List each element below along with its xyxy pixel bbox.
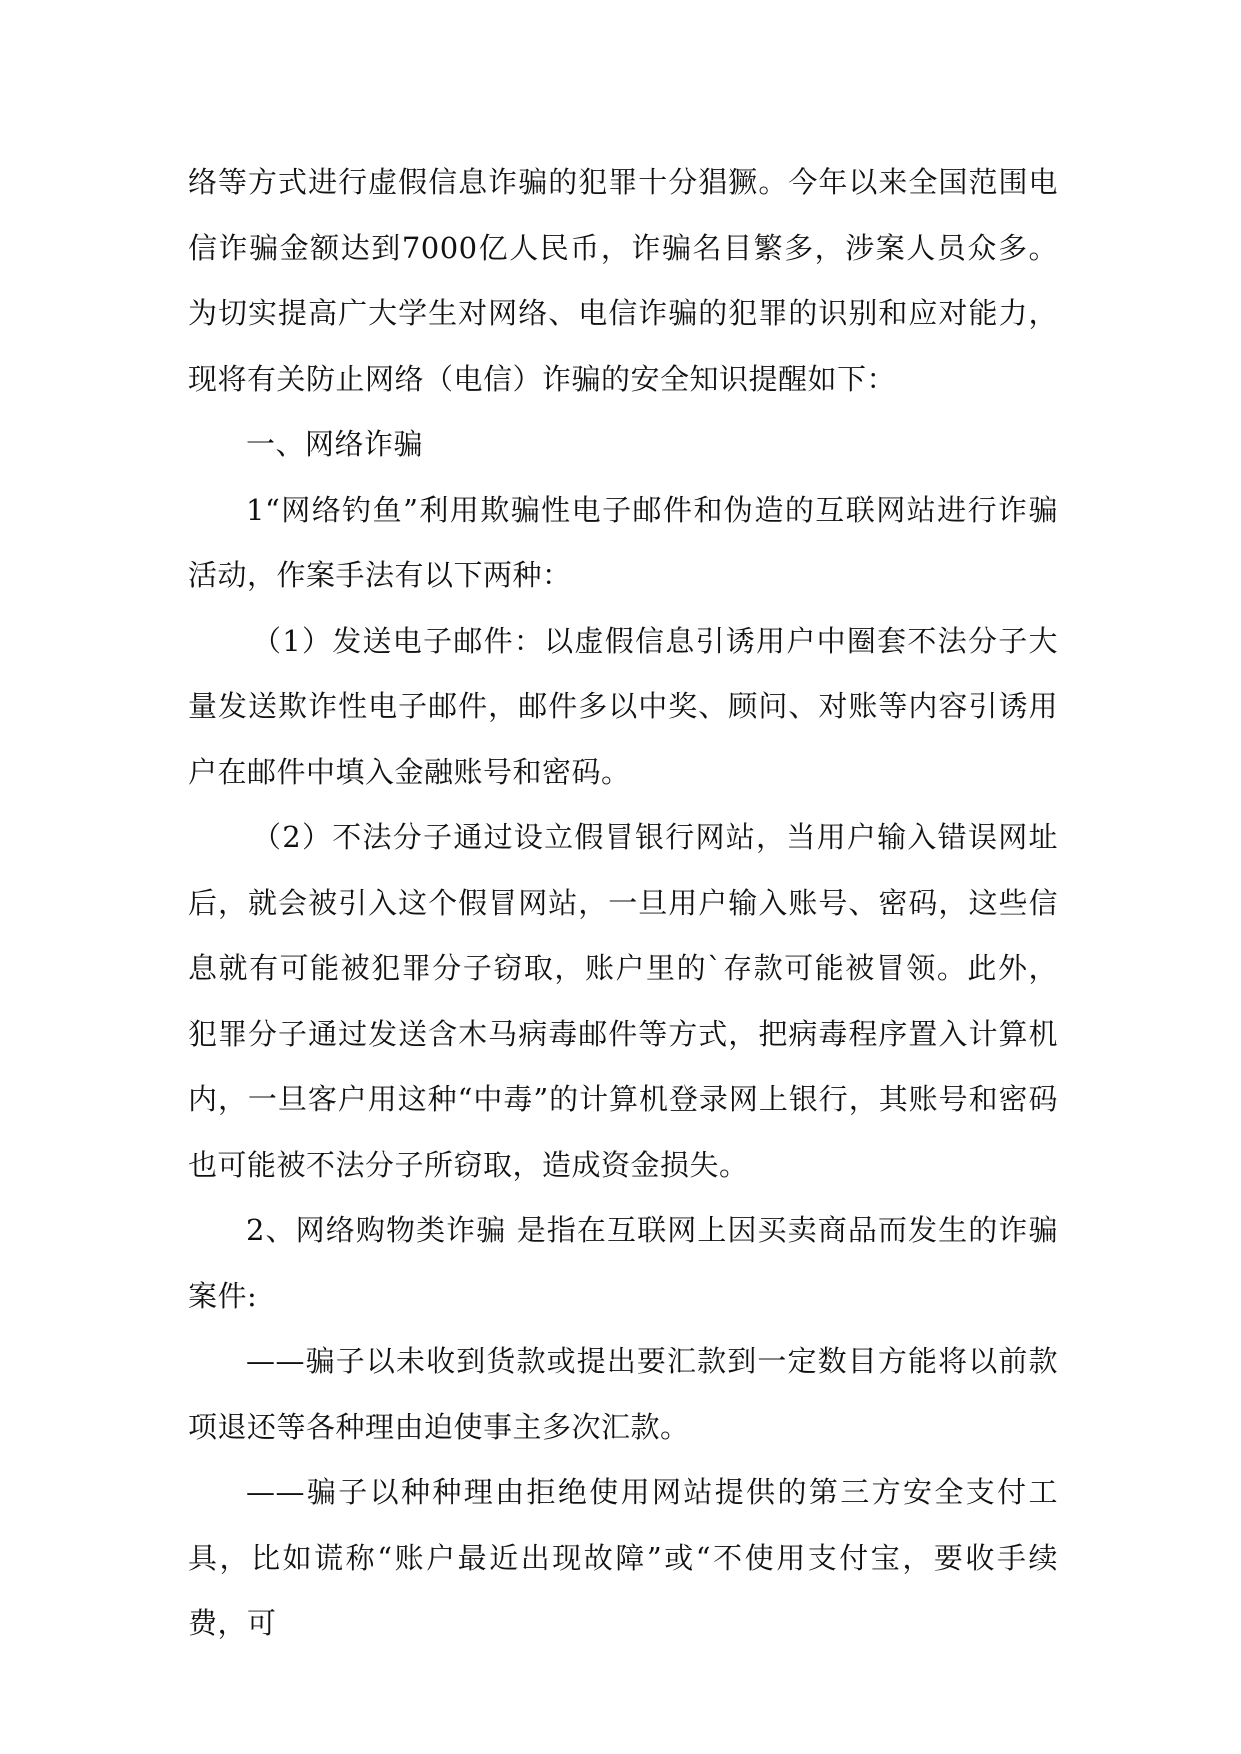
section-heading-online-fraud: 一、网络诈骗 [246, 427, 424, 461]
paragraph-phishing-email: （1）发送电子邮件：以虚假信息引诱用户中圈套不法分子大量发送欺诈性电子邮件，邮件多以中奖、顾问、对账等内容引诱用户在邮件中填入金融账号和密码。 [188, 623, 1058, 789]
paragraph-intro-continued: 络等方式进行虚假信息诈骗的犯罪十分猖獗。今年以来全国范围电信诈骗金额达到7000亿人民币，诈骗名目繁多，涉案人员众多。为切实提高广大学生对网络、电信诈骗的犯罪的识别和应对能力，现将有关防止网络（电信）诈骗的安全知识提醒如下： [188, 165, 1058, 396]
paragraph-shopping-fraud: 2、网络购物类诈骗 是指在互联网上因买卖商品而发生的诈骗案件: [188, 1213, 1058, 1313]
paragraph-fake-bank-site: （2）不法分子通过设立假冒银行网站，当用户输入错误网址后，就会被引入这个假冒网站，一旦用户输入账号、密码，这些信息就有可能被犯罪分子窃取，账户里的`存款可能被冒领。此外，犯罪分子通过发送含木马病毒邮件等方式，把病毒程序置入计算机内，一旦客户用这种“中毒”的计算机登录网上银行，其账号和密码也可能被不法分子所窃取，造成资金损失。 [188, 820, 1058, 1182]
paragraph-shopping-fraud-item-2: ——骗子以种种理由拒绝使用网站提供的第三方安全支付工具，比如谎称“账户最近出现故障”或“不使用支付宝，要收手续费，可 [188, 1475, 1058, 1640]
document-body [188, 150, 1058, 1657]
paragraph-shopping-fraud-item-1: ——骗子以未收到货款或提出要汇款到一定数目方能将以前款项退还等各种理由迫使事主多次汇款。 [188, 1344, 1058, 1444]
paragraph-phishing: 1“网络钓鱼”利用欺骗性电子邮件和伪造的互联网站进行诈骗活动，作案手法有以下两种： [188, 492, 1058, 592]
